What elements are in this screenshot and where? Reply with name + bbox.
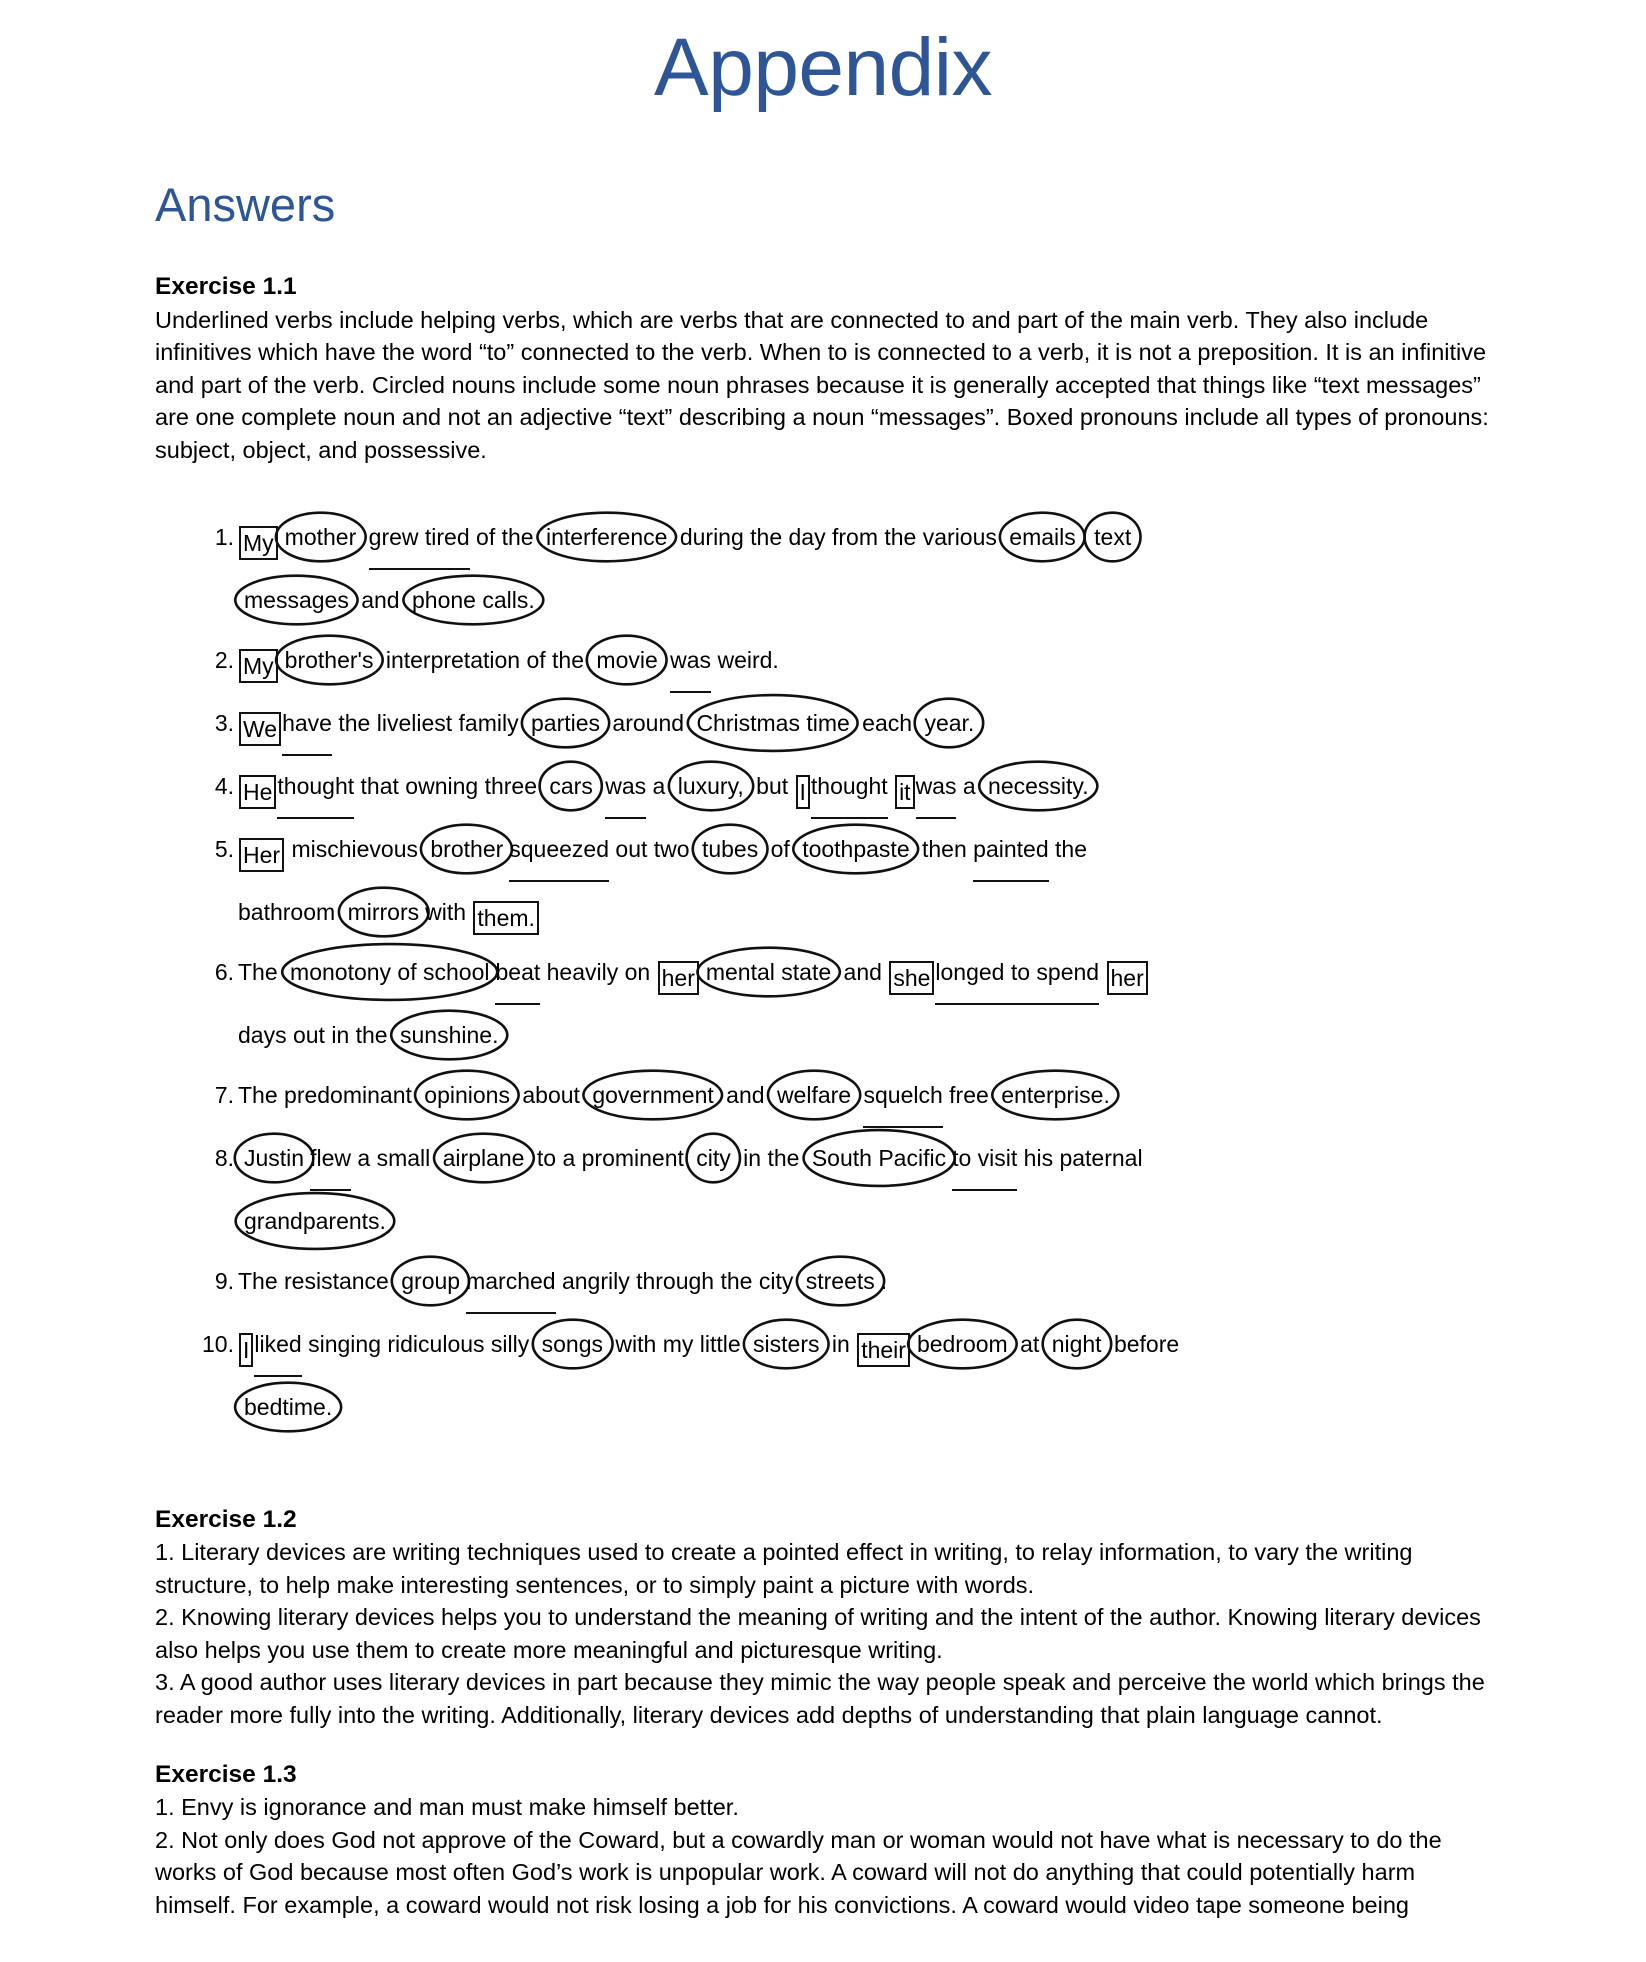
plain-text: the <box>1048 835 1087 862</box>
spacer <box>0 1437 1646 1477</box>
exercise-1-3-answer-1: 1. Envy is ignorance and man must make himself better. <box>155 1793 739 1820</box>
underlined-verb: beat <box>495 942 540 1005</box>
circled-noun: opinions <box>419 1065 515 1125</box>
circled-noun: songs <box>537 1314 608 1374</box>
plain-text: The resistance <box>238 1267 396 1294</box>
answer-item <box>0 756 1646 819</box>
spacer <box>0 230 1646 270</box>
exercise-heading-1-2: Exercise 1.2 <box>155 1505 297 1533</box>
circled-noun: airplane <box>438 1128 530 1188</box>
answer-item-number: 1. <box>214 523 234 550</box>
plain-text: the liveliest family <box>331 709 525 736</box>
exercise-heading-1-1: Exercise 1.1 <box>155 273 297 301</box>
answer-item-number: 6. <box>214 958 234 985</box>
circled-noun: phone calls. <box>407 570 540 630</box>
spacer <box>0 467 1646 507</box>
answer-item <box>0 1314 1646 1437</box>
plain-text: days out in the <box>238 1021 394 1048</box>
answer-sentence-line <box>238 942 1526 1005</box>
plain-text: then <box>915 835 974 862</box>
boxed-pronoun: My <box>239 526 278 560</box>
answer-sentence-line <box>238 1191 1526 1251</box>
plain-text: The <box>238 958 285 985</box>
circled-noun: bedroom <box>912 1314 1013 1374</box>
boxed-pronoun: them. <box>473 901 539 935</box>
plain-text: but <box>749 772 795 799</box>
circled-noun: interference <box>541 507 672 567</box>
plain-text: during the day from the various <box>673 523 1004 550</box>
circled-noun: sunshine. <box>395 1005 503 1065</box>
plain-text: around <box>606 709 691 736</box>
underlined-verb: was <box>605 756 646 819</box>
plain-text: of <box>764 835 797 862</box>
plain-text: free <box>942 1081 996 1108</box>
plain-text: before <box>1107 1330 1180 1357</box>
answer-item-number: 9. <box>214 1267 234 1294</box>
underlined-verb: liked <box>254 1314 301 1377</box>
circled-noun: streets <box>801 1251 880 1311</box>
boxed-pronoun: her <box>658 961 699 995</box>
circled-noun: text <box>1089 507 1136 567</box>
exercise-1-3-answer-2: 2. Not only does God not approve of the Coward, but a cowardly man or woman would not have what is necessary to do the works of God because most often God’s work is unpopular work. A coward will not do anything that could potentially harm himself. For example, a coward would not risk losing a job for his convictions. A coward would video tape someone being <box>155 1826 1442 1918</box>
plain-text <box>888 756 894 816</box>
exercise-1-1-answer-list <box>0 507 1646 1437</box>
underlined-verb: to visit <box>952 1128 1017 1191</box>
plain-text: . <box>880 1267 888 1294</box>
answer-sentence-line <box>238 1251 1526 1314</box>
underlined-verb: squeezed <box>509 819 609 882</box>
section-heading-answers: Answers <box>155 177 336 231</box>
answer-sentence-line <box>238 756 1526 819</box>
underlined-verb: was <box>916 756 957 819</box>
boxed-pronoun: she <box>889 961 934 995</box>
boxed-pronoun: He <box>239 775 276 809</box>
answer-item-number: 8. <box>214 1144 234 1171</box>
underlined-verb: marched <box>466 1251 555 1314</box>
plain-text: a <box>956 772 983 799</box>
spacer <box>0 1477 1646 1503</box>
answer-item <box>0 1065 1646 1128</box>
answer-item <box>0 942 1646 1065</box>
answer-sentence-line <box>238 1128 1526 1191</box>
plain-text: and <box>354 586 406 613</box>
circled-noun: enterprise. <box>996 1065 1115 1125</box>
plain-text: that owning three <box>354 772 544 799</box>
plain-text <box>1082 507 1088 567</box>
circled-noun: brother's <box>280 630 379 690</box>
plain-text: in <box>825 1330 857 1357</box>
answer-item <box>0 630 1646 693</box>
plain-text: bathroom <box>238 898 342 925</box>
answer-sentence-line <box>238 819 1526 882</box>
plain-text <box>1099 942 1105 1002</box>
boxed-pronoun: My <box>239 649 278 683</box>
circled-noun: monotony of school <box>285 942 494 1002</box>
plain-text: singing ridiculous silly <box>301 1330 536 1357</box>
circled-noun: toothpaste <box>797 819 914 879</box>
circled-noun: welfare <box>772 1065 856 1125</box>
underlined-verb: squelch <box>863 1065 942 1128</box>
circled-noun: parties <box>526 693 605 753</box>
plain-text: a <box>646 772 672 799</box>
boxed-pronoun: We <box>239 712 281 746</box>
boxed-pronoun: their <box>857 1333 910 1367</box>
boxed-pronoun: her <box>1107 961 1148 995</box>
circled-noun: brother <box>425 819 508 879</box>
plain-text: with <box>425 898 473 925</box>
answer-sentence-line <box>238 570 1526 630</box>
circled-noun: grandparents. <box>239 1191 391 1251</box>
answer-item <box>0 819 1646 942</box>
exercise-1-2-answer-3: 3. A good author uses literary devices in part because they mimic the way people speak and perceive the world which brings the reader more fully into the writing. Additionally, literary devices add depths of understanding that plain language cannot. <box>155 1669 1485 1729</box>
circled-noun: mother <box>280 507 362 567</box>
plain-text: to a prominent <box>530 1144 691 1171</box>
boxed-pronoun: I <box>239 1333 253 1367</box>
page-title: Appendix <box>654 22 992 113</box>
circled-noun: South Pacific <box>807 1128 951 1188</box>
answer-sentence-line <box>238 1005 1526 1065</box>
circled-noun: mirrors <box>343 882 425 942</box>
plain-text: and <box>719 1081 771 1108</box>
exercise-heading-1-3: Exercise 1.3 <box>155 1760 297 1788</box>
underlined-verb: painted <box>973 819 1048 882</box>
answer-item-number: 5. <box>214 835 234 862</box>
answer-sentence-line <box>238 1065 1526 1128</box>
answer-item <box>0 1251 1646 1314</box>
answer-item-number: 10. <box>202 1330 234 1357</box>
answer-sentence-line <box>238 882 1526 942</box>
circled-noun: necessity. <box>983 756 1094 816</box>
circled-noun: tubes <box>697 819 763 879</box>
answer-sentence-line <box>238 507 1526 570</box>
underlined-verb: grew tired <box>369 507 470 570</box>
answer-item <box>0 507 1646 630</box>
exercise-1-2-answer-1: 1. Literary devices are writing techniques used to create a pointed effect in writing, to relay information, to vary the writing structure, to help make interesting sentences, or to simply paint a picture with words. <box>155 1538 1413 1598</box>
plain-text: weird. <box>711 646 779 673</box>
plain-text: of the <box>469 523 540 550</box>
circled-noun: movie <box>591 630 662 690</box>
answer-item-number: 2. <box>214 646 234 673</box>
answer-item-number: 3. <box>214 709 234 736</box>
circled-noun: city <box>691 1128 736 1188</box>
boxed-pronoun: it <box>895 775 915 809</box>
underlined-verb: flew <box>310 1128 351 1191</box>
answer-sentence-line <box>238 693 1526 756</box>
plain-text: a small <box>351 1144 437 1171</box>
answer-sentence-line <box>238 630 1526 693</box>
plain-text: at <box>1013 1330 1046 1357</box>
plain-text: about <box>515 1081 587 1108</box>
underlined-verb: have <box>282 693 332 756</box>
circled-noun: group <box>396 1251 465 1311</box>
circled-noun: year. <box>919 693 979 753</box>
circled-noun: emails <box>1004 507 1080 567</box>
answer-item-number: 7. <box>214 1081 234 1108</box>
answer-item <box>0 693 1646 756</box>
answer-item-number: 4. <box>214 772 234 799</box>
underlined-verb: was <box>670 630 711 693</box>
plain-text: with my little <box>609 1330 748 1357</box>
exercise-1-2-answer-2: 2. Knowing literary devices helps you to understand the meaning of writing and the intent of the author. Knowing literary devices also helps you use them to create more meaningful and picturesque writing. <box>155 1604 1481 1663</box>
circled-noun: night <box>1047 1314 1107 1374</box>
answer-item <box>0 1128 1646 1251</box>
underlined-verb: thought <box>811 756 888 819</box>
plain-text: in the <box>736 1144 806 1171</box>
plain-text: The predominant <box>238 1081 419 1108</box>
circled-noun: sisters <box>748 1314 824 1374</box>
plain-text: out two <box>609 835 696 862</box>
boxed-pronoun: I <box>796 775 810 809</box>
boxed-pronoun: Her <box>239 838 284 872</box>
answer-sentence-line <box>238 1314 1526 1377</box>
spacer <box>0 1732 1646 1758</box>
circled-noun: Justin <box>239 1128 309 1188</box>
plain-text: his paternal <box>1017 1144 1143 1171</box>
plain-text: and <box>837 958 889 985</box>
circled-noun: cars <box>544 756 597 816</box>
exercise-1-1-intro: Underlined verbs include helping verbs, which are verbs that are connected to and part of the main verb. They also include infinitives which have the word “to” connected to the verb. When to is connected to a verb, it is not a preposition. It is an infinitive and part of the verb. Circled nouns include some noun phrases because it is generally accepted that things like “text messages” are one complete noun and not an adjective “text” describing a noun “messages”. Boxed pronouns include all types of pronouns: subject, object, and possessive. <box>155 306 1489 464</box>
underlined-verb: thought <box>277 756 354 819</box>
circled-noun: mental state <box>701 942 836 1002</box>
circled-noun: messages <box>239 570 354 630</box>
underlined-verb: longed to spend <box>935 942 1099 1005</box>
circled-noun: government <box>587 1065 718 1125</box>
plain-text: mischievous <box>285 835 425 862</box>
plain-text: each <box>855 709 919 736</box>
plain-text: interpretation of the <box>379 646 591 673</box>
circled-noun: bedtime. <box>239 1377 337 1437</box>
plain-text: heavily on <box>540 958 657 985</box>
answer-sentence-line <box>238 1377 1526 1437</box>
plain-text: angrily through the city <box>555 1267 800 1294</box>
circled-noun: luxury, <box>673 756 749 816</box>
circled-noun: Christmas time <box>691 693 854 753</box>
